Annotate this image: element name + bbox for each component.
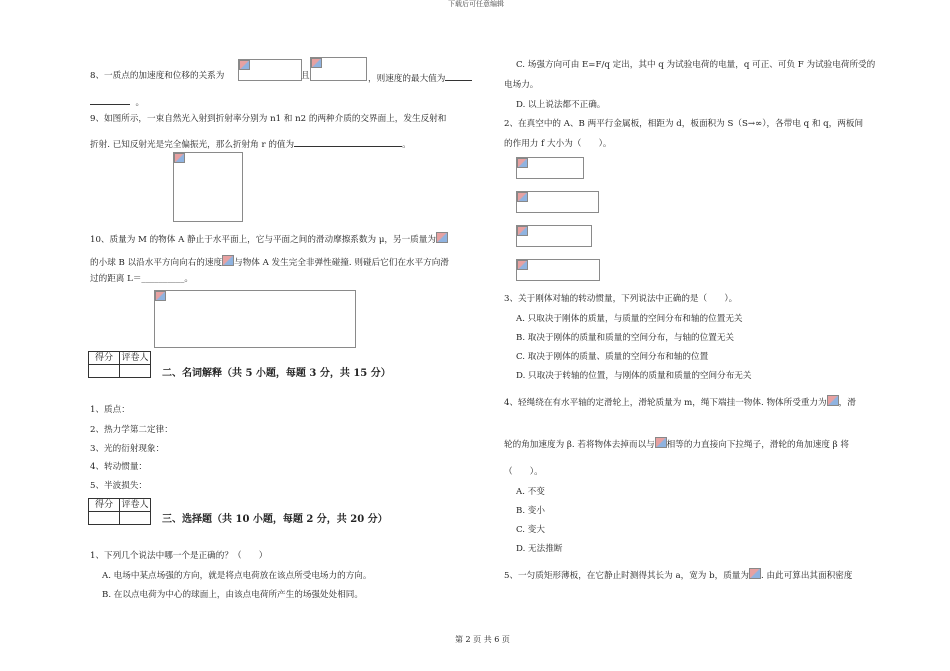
image-placeholder-icon [174, 153, 185, 163]
image-placeholder-icon [517, 226, 528, 236]
image-placeholder-icon [239, 60, 250, 70]
figure-image [173, 152, 243, 222]
q9-line1: 9、如图所示，一束自然光入射到折射率分别为 n1 和 n2 的两种介质的交界面上，发生反射和 [90, 114, 447, 124]
formula-icon [749, 568, 761, 579]
mc1-option-c: C. 场强方向可由 E=F/q 定出，其中 q 为试验电荷的电量，q 可正、可负 F 为试验电荷所受的 [516, 60, 876, 70]
mc1-option-d: D. 以上说法都不正确。 [516, 100, 606, 110]
option-image-b [516, 191, 599, 213]
grader-cell [120, 365, 151, 378]
term-item: 4、转动惯量： [90, 462, 148, 472]
term-item: 3、光的衍射现象： [90, 444, 165, 454]
section-title: 三、选择题（共 10 小题，每题 2 分，共 20 分） [162, 514, 388, 525]
term-item: 2、热力学第二定律： [90, 425, 173, 435]
q9-line2: 折射. 已知反射光是完全偏振光，那么折射角 r 的值为 。 [90, 140, 411, 150]
q10-line1: 10、质量为 M 的物体 A 静止于水平面上，它与平面之间的滑动摩擦系数为 μ，另一质量为 [90, 232, 448, 245]
formula-icon [436, 232, 448, 243]
option-image-a [516, 157, 584, 179]
q10-line2: 的小球 B 以沿水平方向向右的速度 与物体 A 发生完全非弹性碰撞. 则碰后它们在水平方向滑 [90, 255, 449, 268]
mc2-line2: 的作用力 f 大小为（ ）。 [504, 139, 612, 149]
page-number: 第 2 页 共 6 页 [455, 635, 510, 644]
score-label: 得分 [89, 499, 120, 512]
header-note: 下载后可任意编辑 [448, 0, 504, 8]
q8-line2: 。 [90, 96, 144, 108]
score-table [88, 351, 151, 378]
score-table [88, 498, 151, 525]
answer-blank [294, 138, 402, 147]
mc1-option-b: B. 在以点电荷为中心的球面上，由该点电荷所产生的场强处处相同。 [102, 590, 363, 600]
mc3-option-b: B. 取决于刚体的质量和质量的空间分布，与轴的位置无关 [516, 333, 735, 343]
mc3-stem: 3、关于刚体对轴的转动惯量，下列说法中正确的是（ ）。 [504, 294, 738, 304]
mc4-option-b: B. 变小 [516, 506, 545, 516]
option-image-c [516, 225, 592, 247]
grader-label: 评卷人 [121, 500, 149, 510]
answer-blank [90, 96, 130, 105]
term-item: 5、半波损失： [90, 481, 148, 491]
q8-tail: ，则速度的最大值为 [368, 72, 472, 84]
image-placeholder-icon [311, 58, 322, 68]
image-placeholder-icon [155, 291, 166, 301]
answer-blank [445, 72, 472, 81]
grader-label: 评卷人 [121, 353, 149, 363]
q10-line3: 过的距离 L＝__________。 [90, 274, 193, 284]
mc3-option-d: D. 只取决于转轴的位置，与刚体的质量和质量的空间分布无关 [516, 371, 752, 381]
image-placeholder-icon [517, 260, 528, 270]
mc4-option-c: C. 变大 [516, 525, 545, 535]
score-cell [89, 365, 120, 378]
score-label: 得分 [89, 352, 120, 365]
formula-image [238, 59, 302, 81]
formula-icon [655, 437, 667, 448]
mc2-line1: 2、在真空中的 A、B 两平行金属板，相距为 d，板面积为 S（S→∞），各带电 q 和 q，两板间 [504, 119, 864, 129]
formula-image [310, 57, 367, 81]
score-cell [89, 512, 120, 525]
mc3-option-c: C. 取决于刚体的质量、质量的空间分布和轴的位置 [516, 352, 709, 362]
mc1-stem: 1、下列几个说法中哪一个是正确的？（ ） [90, 551, 268, 561]
mc4-line1: 4、轻绳绕在有水平轴的定滑轮上，滑轮质量为 m，绳下端挂一物体. 物体所受重力为 ，滑 [504, 395, 856, 408]
formula-icon [222, 255, 234, 266]
section-title: 二、名词解释（共 5 小题，每题 3 分，共 15 分） [162, 368, 391, 379]
image-placeholder-icon [517, 158, 528, 168]
mc3-option-a: A. 只取决于刚体的质量，与质量的空间分布和轴的位置无关 [516, 314, 743, 324]
image-placeholder-icon [517, 192, 528, 202]
mc1-option-a: A. 电场中某点场强的方向，就是将点电荷放在该点所受电场力的方向。 [102, 571, 372, 581]
option-image-d [516, 259, 600, 281]
mc1-option-c-cont: 电场力。 [504, 80, 539, 90]
term-item: 1、质点： [90, 405, 130, 415]
mc4-option-a: A. 不变 [516, 487, 545, 497]
q8-and: 且 [301, 71, 310, 81]
q8-line1: 8、一质点的加速度和位移的关系为 [90, 71, 225, 81]
formula-icon [827, 395, 839, 406]
mc4-line3: （ ）。 [504, 467, 543, 477]
grader-cell [120, 512, 151, 525]
mc5-line1: 5、一匀质矩形薄板，在它静止时测得其长为 a，宽为 b，质量为 . 由此可算出其面积密度 [504, 568, 852, 581]
mc4-line2: 轮的角加速度为 β. 若将物体去掉而以与 相等的力直接向下拉绳子，滑轮的角加速度 β 将 [504, 437, 849, 450]
mc4-option-d: D. 无法推断 [516, 544, 563, 554]
figure-image [154, 290, 356, 348]
